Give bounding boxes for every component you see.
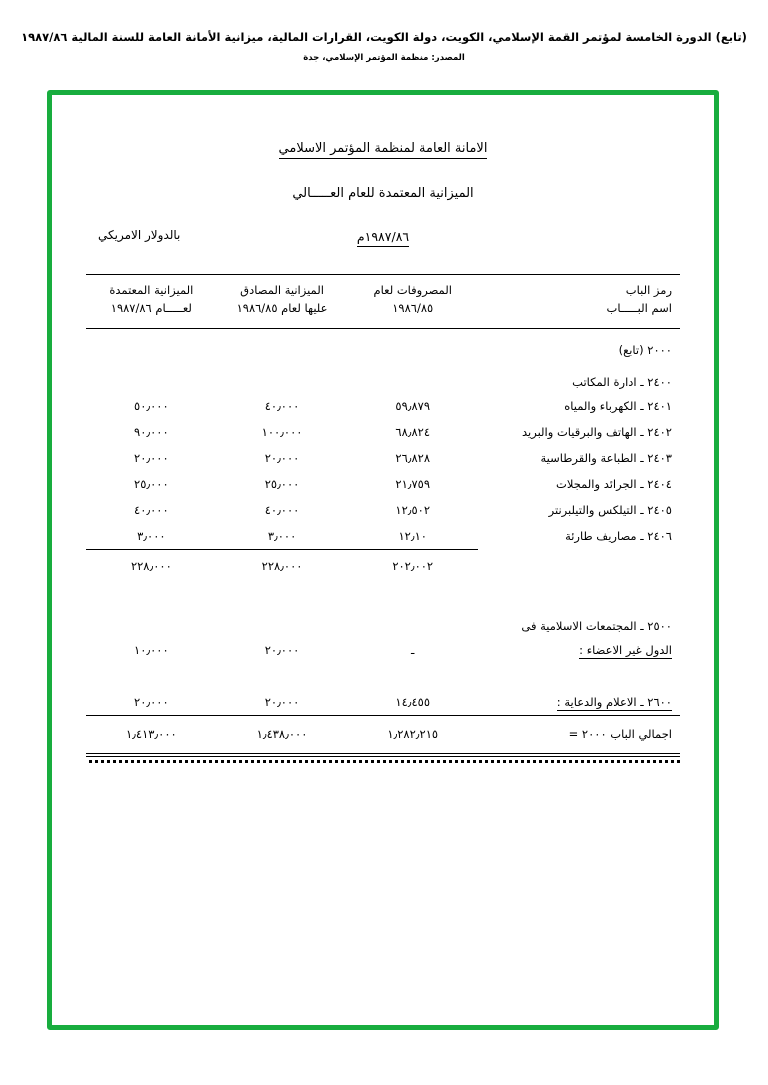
row-value-approved-current: ٩٠٫٠٠٠ — [134, 424, 169, 439]
table-row — [86, 471, 680, 497]
column-header-expenditure-line2: ١٩٨٦/٨٥ — [392, 300, 434, 315]
row-value-approved-prev: ١٫٤٣٨٫٠٠٠ — [217, 715, 348, 747]
header-source-line: المصدر: منظمة المؤتمر الإسلامي، جدة — [303, 53, 465, 63]
row-value-approved-current — [86, 605, 217, 637]
row-value-expenditure: ٢١٫٧٥٩ — [395, 476, 431, 491]
row-label: ٢٤٠٥ ـ التيلكس والتيلبرنتر — [548, 502, 672, 517]
row-value-approved-prev: ٤٠٫٠٠٠ — [264, 398, 300, 413]
row-value-approved-prev — [217, 328, 348, 361]
row-value-expenditure: ٦٨٫٨٢٤ — [395, 424, 431, 439]
row-value-approved-current — [86, 361, 217, 393]
table-row — [86, 393, 680, 419]
table-section-row — [86, 328, 680, 361]
document-title-organization-text: الامانة العامة لمنظمة المؤتمر الاسلامي — [279, 141, 488, 159]
column-header-name-line1: رمز الباب — [625, 283, 672, 297]
table-bottom-double-rule — [86, 753, 680, 757]
column-header-expenditure-line1: المصروفات لعام — [373, 283, 452, 297]
row-value-expenditure: ـ — [411, 642, 415, 657]
row-label: ٢٤٠٠ ـ ادارة المكاتب — [572, 374, 672, 389]
row-spacer — [86, 579, 680, 605]
document-title-budget — [86, 186, 680, 201]
column-header-approved-prev — [217, 275, 348, 329]
row-value-approved-current: ٥٠٫٠٠٠ — [134, 398, 169, 413]
source-header — [0, 30, 768, 63]
row-value-expenditure: ١٫٢٨٢٫٢١٥ — [347, 715, 478, 747]
row-value-approved-current: ٢٠٫٠٠٠ — [134, 450, 169, 465]
column-header-approved-prev-line2: عليها لعام ١٩٨٦/٨٥ — [236, 300, 328, 315]
table-grandtotal-row — [86, 715, 680, 747]
row-value-approved-prev: ٢٠٫٠٠٠ — [264, 694, 300, 709]
table-row — [86, 445, 680, 471]
column-header-name-line2: اسم البـــــاب — [606, 300, 672, 315]
column-header-approved-current — [86, 275, 217, 329]
row-value-approved-current: ٢٥٫٠٠٠ — [134, 476, 169, 491]
table-row — [86, 497, 680, 523]
row-value-approved-current: ٣٫٠٠٠ — [137, 528, 166, 543]
row-value-approved-current: ٢٢٨٫٠٠٠ — [130, 558, 172, 573]
row-value-expenditure: ١٢٫٥٠٢ — [395, 502, 431, 517]
row-value-approved-current: ١٫٤١٣٫٠٠٠ — [86, 715, 217, 747]
row-label: ٢٠٠٠ (تابع) — [618, 342, 672, 357]
row-value-approved-current: ١٠٫٠٠٠ — [134, 642, 169, 657]
table-row — [86, 419, 680, 445]
document-year-text: ١٩٨٧/٨٦م — [357, 229, 409, 247]
table-row — [86, 523, 680, 550]
table-bottom-dotted-rule — [86, 760, 680, 763]
row-value-approved-prev — [217, 605, 348, 637]
row-spacer-cell — [86, 663, 680, 689]
currency-note: بالدولار الامريكي — [98, 228, 181, 242]
budget-table-body — [86, 328, 680, 747]
row-value-approved-prev: ١٠٠٫٠٠٠ — [261, 424, 303, 439]
row-label: اجمالي الباب ٢٠٠٠ = — [478, 715, 680, 747]
table-section-row — [86, 605, 680, 637]
column-header-expenditure — [347, 275, 478, 329]
document-page-frame — [47, 90, 719, 1030]
row-label — [478, 637, 680, 663]
table-subtotal-row — [86, 550, 680, 579]
row-value-approved-prev: ٢٢٨٫٠٠٠ — [261, 558, 303, 573]
header-title-line: (تابع) الدورة الخامسة لمؤتمر القمة الإسلامي، الكويت، دولة الكويت، القرارات المالية، ميزانية الأمانة العامة للسنة المالية ١٩٨٧/٨٦ — [21, 30, 747, 44]
row-value-expenditure: ١٢٫١٠ — [398, 528, 427, 543]
row-value-approved-prev — [217, 361, 348, 393]
row-label: ٢٤٠٤ ـ الجرائد والمجلات — [556, 476, 672, 491]
row-value-expenditure: ٢٦٫٨٢٨ — [395, 450, 431, 465]
row-value-approved-prev: ٢٠٫٠٠٠ — [264, 642, 300, 657]
row-value-approved-prev: ٣٫٠٠٠ — [267, 528, 297, 543]
column-header-approved-prev-line1: الميزانية المصادق — [240, 283, 324, 297]
row-value-approved-current: ٤٠٫٠٠٠ — [134, 502, 169, 517]
currency-note-row — [86, 228, 680, 248]
row-value-expenditure — [347, 605, 478, 637]
row-label: ٢٤٠٢ ـ الهاتف والبرقيات والبريد — [522, 424, 672, 439]
row-label — [478, 550, 680, 579]
document-title-budget-text: الميزانية المعتمدة للعام العـــــالي — [292, 186, 474, 201]
row-label-underlined: الدول غير الاعضاء : — [579, 642, 672, 657]
row-value-expenditure — [347, 328, 478, 361]
row-value-expenditure: ٥٩٫٨٧٩ — [395, 398, 431, 413]
budget-table-head — [86, 275, 680, 329]
row-value-approved-prev: ٤٠٫٠٠٠ — [264, 502, 300, 517]
table-header-row — [86, 275, 680, 329]
row-label — [478, 689, 680, 716]
row-label: ٢٤٠١ ـ الكهرباء والمياه — [564, 398, 672, 413]
column-header-name — [478, 275, 680, 329]
row-spacer-cell — [86, 579, 680, 605]
document-sheet — [52, 95, 714, 1025]
row-label-underlined: ٢٦٠٠ ـ الاعلام والدعاية : — [556, 694, 672, 709]
row-value-approved-prev: ٢٥٫٠٠٠ — [264, 476, 300, 491]
row-label: ٢٤٠٦ ـ مصاريف طارئة — [565, 528, 672, 543]
row-value-expenditure: ١٤٫٤٥٥ — [395, 694, 431, 709]
table-row — [86, 689, 680, 716]
row-spacer — [86, 663, 680, 689]
row-value-approved-current: ٢٠٫٠٠٠ — [134, 694, 169, 709]
row-value-expenditure: ٢٠٢٫٠٠٢ — [392, 558, 434, 573]
column-header-approved-current-line1: الميزانية المعتمدة — [109, 283, 194, 297]
column-header-approved-current-line2: لعـــــام ١٩٨٧/٨٦ — [110, 300, 192, 315]
row-label: ٢٥٠٠ ـ المجتمعات الاسلامية فى — [521, 618, 672, 633]
table-row — [86, 637, 680, 663]
row-label: ٢٤٠٣ ـ الطباعة والقرطاسية — [540, 450, 672, 465]
document-title-organization — [86, 141, 680, 156]
table-section-row — [86, 361, 680, 393]
row-value-approved-current — [86, 328, 217, 361]
row-value-approved-prev: ٢٠٫٠٠٠ — [264, 450, 300, 465]
row-value-expenditure — [347, 361, 478, 393]
budget-table — [86, 274, 680, 747]
